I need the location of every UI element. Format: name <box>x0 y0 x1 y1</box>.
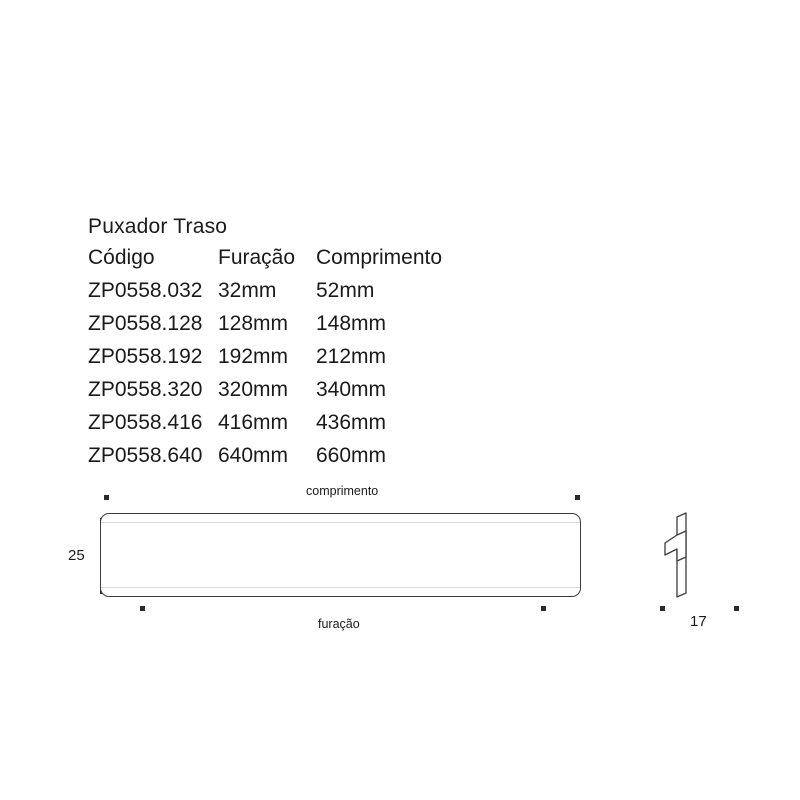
specification-block <box>88 216 508 478</box>
cell-codigo: ZP0558.192 <box>88 345 203 368</box>
handle-side-view <box>655 505 750 615</box>
dimension-tick <box>104 495 109 500</box>
cell-comprimento: 340mm <box>316 378 387 401</box>
dimension-tick <box>734 606 739 611</box>
table-row <box>88 445 456 478</box>
cell-furacao: 192mm <box>218 345 289 368</box>
table-row <box>88 313 456 346</box>
dimension-label-side-width: 17 <box>690 613 707 630</box>
cell-codigo: ZP0558.128 <box>88 312 203 335</box>
handle-body-outline <box>100 513 581 597</box>
dimension-tick <box>575 495 580 500</box>
cell-comprimento: 660mm <box>316 444 387 467</box>
page-title: Puxador Traso <box>88 215 228 238</box>
cell-furacao: 320mm <box>218 378 289 401</box>
table-body <box>88 280 456 478</box>
cell-codigo: ZP0558.320 <box>88 378 203 401</box>
cell-furacao: 32mm <box>218 279 277 302</box>
handle-front-view <box>100 513 581 597</box>
dimension-label-height: 25 <box>68 547 85 564</box>
cell-codigo: ZP0558.640 <box>88 444 203 467</box>
table-row <box>88 412 456 445</box>
handle-bottom-edge-line <box>101 587 580 588</box>
table-header <box>88 247 456 280</box>
handle-profile-shape <box>655 505 750 615</box>
cell-comprimento: 52mm <box>316 279 375 302</box>
specification-table <box>88 247 456 478</box>
cell-furacao: 640mm <box>218 444 289 467</box>
dimension-label-furacao: furação <box>318 617 360 631</box>
cell-comprimento: 148mm <box>316 312 387 335</box>
cell-furacao: 416mm <box>218 411 289 434</box>
column-header-comprimento: Comprimento <box>316 246 443 269</box>
profile-grip-notch <box>665 531 686 561</box>
cell-codigo: ZP0558.416 <box>88 411 203 434</box>
cell-furacao: 128mm <box>218 312 289 335</box>
table-row <box>88 346 456 379</box>
dimension-tick <box>140 606 145 611</box>
dimension-label-comprimento: comprimento <box>306 484 379 498</box>
cell-codigo: ZP0558.032 <box>88 279 203 302</box>
column-header-codigo: Código <box>88 246 155 269</box>
handle-top-edge-line <box>101 522 580 523</box>
cell-comprimento: 212mm <box>316 345 387 368</box>
cell-comprimento: 436mm <box>316 411 387 434</box>
table-header-row <box>88 247 456 280</box>
dimension-tick <box>541 606 546 611</box>
table-row <box>88 280 456 313</box>
table-row <box>88 379 456 412</box>
column-header-furacao: Furação <box>218 246 296 269</box>
dimension-tick <box>660 606 665 611</box>
